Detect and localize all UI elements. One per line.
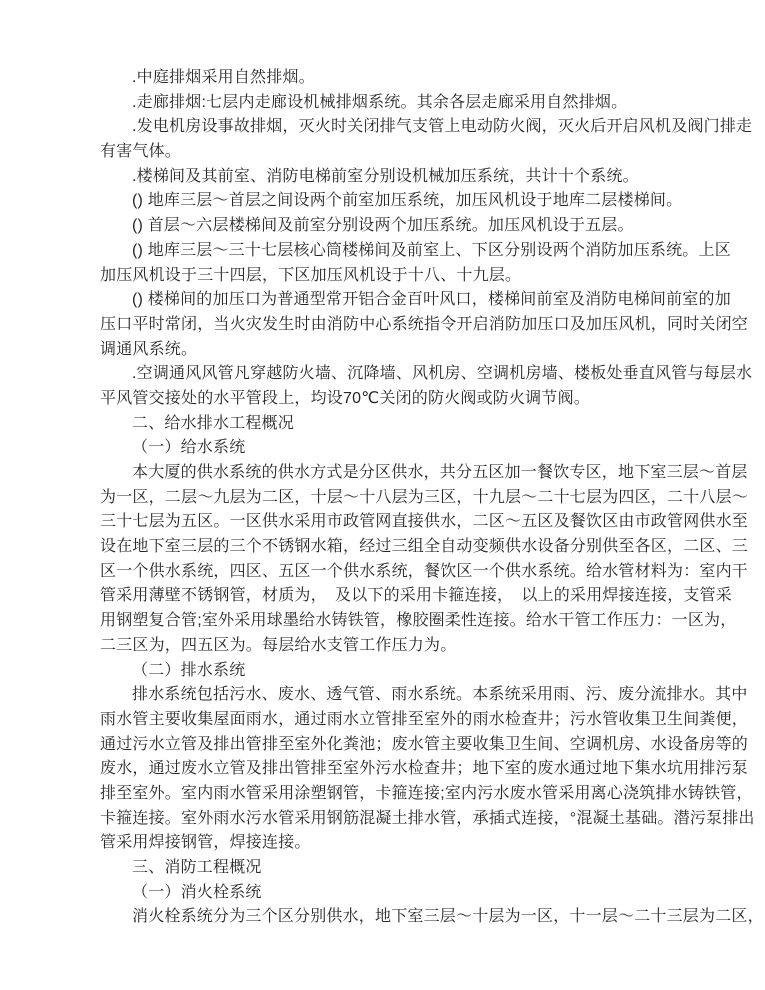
text-line: （一）消火栓系统 — [132, 883, 262, 901]
text-line: () 首层～六层楼梯间及前室分别设两个加压系统。加压风机设于五层。 — [132, 217, 634, 235]
paragraph — [100, 659, 708, 684]
paragraph — [100, 189, 708, 214]
document-body — [100, 66, 764, 930]
text-line: .走廊排烟:七层内走廊设机械排烟系统。其余各层走廊采用自然排烟。 — [132, 93, 628, 111]
text-line: 排水系统包括污水、废水、透气管、雨水系统。本系统采用雨、污、废分流排水。其中 — [132, 686, 748, 704]
text-line: 区一个供水系统，四区、五区一个供水系统，餐饮区一个供水系统。给水管材料为：室内干 — [100, 562, 749, 580]
paragraph — [100, 412, 708, 437]
paragraph — [100, 239, 731, 288]
text-line: 二三区为，四五区为。每层给水支管工作压力为。 — [100, 636, 457, 654]
text-line: 平风管交接处的水平管段上，均设70℃关闭的防火阀或防火调节阀。 — [100, 389, 590, 407]
text-line: () 楼梯间的加压口为普通型常开铝合金百叶风口，楼梯间前室及消防电梯间前室的加 — [132, 291, 731, 309]
text-line: .中庭排烟采用自然排烟。 — [132, 69, 315, 86]
text-line: 管采用焊接钢管，焊接连接。 — [100, 834, 311, 852]
paragraph — [100, 683, 755, 856]
paragraph — [100, 214, 708, 239]
paragraph — [100, 115, 753, 164]
text-line: 卡箍连接。室外雨水污水管采用钢筋混凝土排水管，承插式连接，°混凝土基础。潜污泵排出 — [100, 809, 755, 827]
text-line: .楼梯间及其前室、消防电梯前室分别设机械加压系统，共计十个系统。 — [132, 167, 639, 185]
paragraph — [100, 905, 764, 930]
text-line: 为一区，二层～九层为二区，十层～十八层为三区，十九层～二十七层为四区，二十八层～ — [100, 488, 749, 506]
text-line: () 地库三层～首层之间设两个前室加压系统，加压风机设于地库二层楼梯间。 — [132, 192, 683, 210]
text-line: 加压风机设于三十四层，下区加压风机设于十八、十九层。 — [100, 266, 522, 284]
text-line: 通过污水立管及排出管排至室外化粪池；废水管主要收集卫生间、空调机房、水设备房等的 — [100, 735, 749, 753]
paragraph — [100, 362, 753, 411]
paragraph — [100, 461, 749, 659]
text-line: （二）排水系统 — [132, 661, 246, 679]
text-line: 雨水管主要收集屋面雨水，通过雨水立管排至室外的雨水检查井；污水管收集卫生间粪便， — [100, 710, 749, 728]
text-line: 三、消防工程概况 — [132, 859, 262, 876]
text-line: 废水，通过废水立管及排出管排至室外污水检查井；地下室的废水通过地下集水坑用排污泵 — [100, 760, 749, 778]
text-line: 二、给水排水工程概况 — [132, 414, 295, 432]
text-line: 压口平时常闭，当火灾发生时由消防中心系统指令开启消防加压口及加压风机，同时关闭空 — [100, 315, 749, 333]
text-line: 调通风系统。 — [100, 340, 198, 358]
text-line: （一）给水系统 — [132, 439, 246, 457]
text-line: 排至室外。室内雨水管采用涂塑钢管，卡箍连接;室内污水废水管采用离心浇筑排水铸铁管， — [100, 784, 753, 802]
paragraph — [100, 288, 749, 362]
paragraph — [100, 856, 708, 881]
paragraph — [100, 66, 708, 91]
text-line: 有害气体。 — [100, 143, 182, 161]
paragraph — [100, 436, 708, 461]
text-line: 三十七层为五区。一区供水采用市政管网直接供水，二区～五区及餐饮区由市政管网供水至 — [100, 513, 749, 531]
paragraph — [100, 881, 708, 906]
text-line: 本大厦的供水系统的供水方式是分区供水，共分五区加一餐饮专区，地下室三层～首层 — [132, 464, 748, 481]
text-line: .空调通风风管凡穿越防火墙、沉降墙、风机房、空调机房墙、楼板处垂直风管与每层水 — [132, 365, 753, 383]
text-line: 管采用薄壁不锈钢管，材质为， 及以下的采用卡箍连接， 以上的采用焊接连接，支管采 — [100, 587, 733, 605]
text-line: () 地库三层～三十七层核心筒楼梯间及前室上、下区分别设两个消防加压系统。上区 — [132, 241, 731, 259]
text-line: .发电机房设事故排烟，灭火时关闭排气支管上电动防火阀，灭火后开启风机及阀门排走 — [132, 118, 753, 136]
paragraph — [100, 165, 708, 190]
text-line: 设在地下室三层的三个不锈钢水箱，经过三组全自动变频供水设备分别供至各区，二区、三 — [100, 538, 749, 556]
text-line: 消火栓系统分为三个区分别供水，地下室三层～十层为一区，十一层～二十三层为二区， — [132, 908, 764, 926]
text-line: 用钢塑复合管;室外采用球墨给水铸铁管，橡胶圈柔性连接。给水干管工作压力：一区为， — [100, 612, 737, 630]
paragraph — [100, 91, 708, 116]
